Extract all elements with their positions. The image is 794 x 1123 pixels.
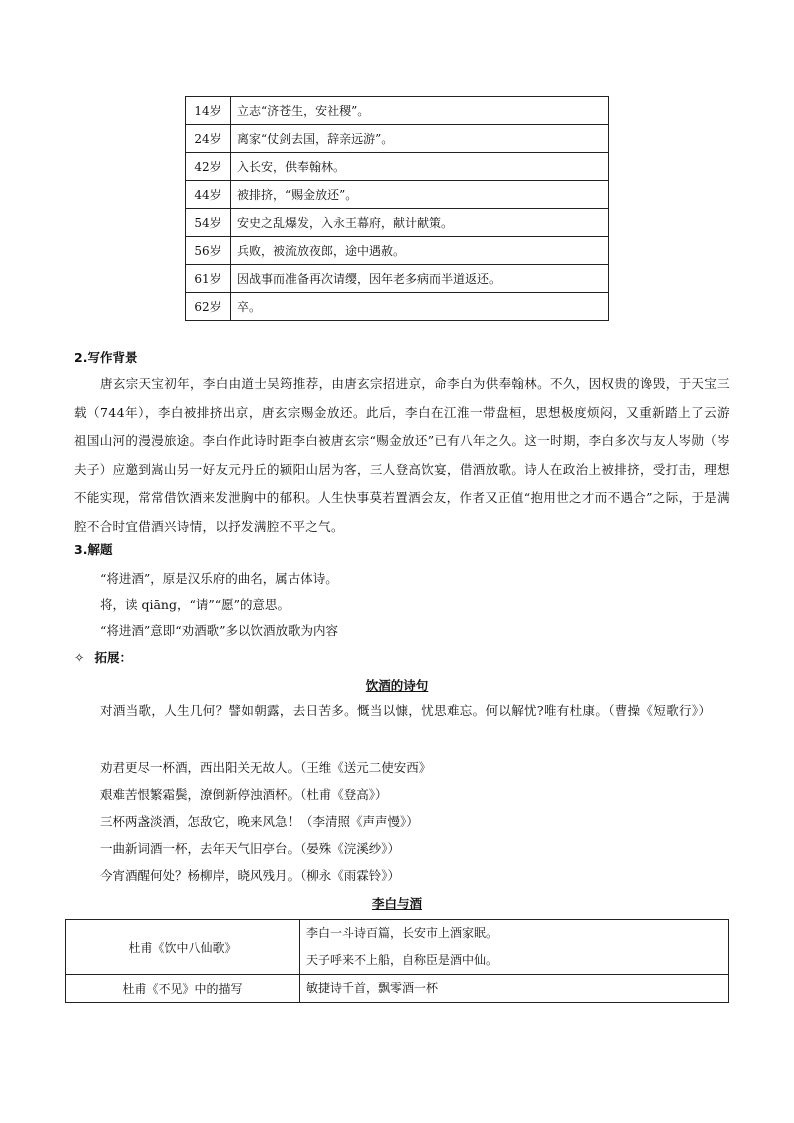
source-cell: 杜甫《饮中八仙歌》 xyxy=(66,920,300,975)
quote-cell xyxy=(300,975,729,1003)
event-cell: 被排挤，“赐金放还”。 xyxy=(231,181,609,209)
age-cell: 54岁 xyxy=(186,209,231,237)
extension-label: 拓展： xyxy=(94,650,132,665)
event-cell: 安史之乱爆发，入永王幕府，献计献策。 xyxy=(231,209,609,237)
table-row xyxy=(186,209,609,237)
table-row xyxy=(186,97,609,125)
table-row xyxy=(186,181,609,209)
poem-quote: 艰难苦恨繁霜鬓，潦倒新停浊酒杯。（杜甫《登高》） xyxy=(100,787,388,802)
table-row xyxy=(186,153,609,181)
age-cell: 61岁 xyxy=(186,265,231,293)
quote-line: 李白一斗诗百篇，长安市上酒家眠。 xyxy=(306,926,499,940)
poem-quote: 三杯两盏淡酒，怎敌它，晚来风急！（李清照《声声慢》） xyxy=(100,814,419,829)
poem-quote: 一曲新词酒一杯，去年天气旧亭台。（晏殊《浣溪纱》） xyxy=(100,841,401,856)
source-cell: 杜甫《不见》中的描写 xyxy=(66,975,300,1003)
table-row xyxy=(186,265,609,293)
timeline-table xyxy=(185,96,609,321)
event-cell: 立志“济苍生，安社稷”。 xyxy=(231,97,609,125)
event-cell: 卒。 xyxy=(231,293,609,321)
star-icon: ✧ xyxy=(74,650,85,665)
event-cell: 兵败，被流放夜郎，途中遇赦。 xyxy=(231,237,609,265)
event-cell: 离家“仗剑去国，辞亲远游”。 xyxy=(231,125,609,153)
background-paragraph: 唐玄宗天宝初年，李白由道士吴筠推荐，由唐玄宗招进京，命李白为供奉翰林。不久，因权贵的谗毁，于天宝三载（744年），李白被排挤出京，唐玄宗赐金放还。此后，李白在江淮一带盘桓，思想极度烦闷，又重新踏上了云游祖国山河的漫漫旅途。李白作此诗时距李白被唐玄宗“赐金放还”已有八年之久。这一时期，李白多次与友人岑勋（岑夫子）应邀到嵩山另一好友元丹丘的颍阳山居为客，三人登高饮宴，借酒放歌。诗人在政治上被排挤，受打击，理想不能实现，常常借饮酒来发泄胸中的郁积。人生快事莫若置酒会友，作者又正值“抱用世之才而不遇合”之际，于是满腔不合时宜借酒兴诗情，以抒发满腔不平之气。 xyxy=(74,376,730,534)
age-cell: 62岁 xyxy=(186,293,231,321)
table-row xyxy=(66,920,729,975)
table-row xyxy=(186,293,609,321)
libai-wine-table xyxy=(65,919,729,1003)
table-row xyxy=(66,975,729,1003)
event-cell: 因战事而准备再次请缨，因年老多病而半道返还。 xyxy=(231,265,609,293)
libai-title: 李白与酒 xyxy=(371,896,422,911)
extension-heading xyxy=(74,648,132,666)
event-cell: 入长安，供奉翰林。 xyxy=(231,153,609,181)
poem-quote: 劝君更尽一杯酒，西出阳关无故人。（王维《送元二使安西》 xyxy=(100,760,432,775)
quote-line: 天子呼来不上船，自称臣是酒中仙。 xyxy=(306,953,499,967)
explanation-line: “将进酒”，原是汉乐府的曲名，属古体诗。 xyxy=(100,571,338,586)
poem-quote-first: 对酒当歌，人生几何？譬如朝露，去日苦多。慨当以慷，忧思难忘。何以解忧?唯有杜康。（曹操《短歌行》） xyxy=(100,703,712,718)
poems-title: 饮酒的诗句 xyxy=(365,678,429,693)
section-heading-title-explanation: 3.解题 xyxy=(74,542,113,557)
age-cell: 44岁 xyxy=(186,181,231,209)
table-row xyxy=(186,125,609,153)
quote-cell xyxy=(300,920,729,975)
age-cell: 42岁 xyxy=(186,153,231,181)
explanation-line: “将进酒”意即“劝酒歌”多以饮酒放歌为内容 xyxy=(100,623,339,638)
section-heading-background: 2.写作背景 xyxy=(74,350,138,365)
explanation-line: 将，读 qiāng，“请”“愿”的意思。 xyxy=(100,597,291,612)
quote-line: 敏捷诗千首，飘零酒一杯 xyxy=(306,981,439,995)
age-cell: 14岁 xyxy=(186,97,231,125)
age-cell: 56岁 xyxy=(186,237,231,265)
poem-quote: 今宵酒醒何处？杨柳岸，晓风残月。（柳永《雨霖铃》） xyxy=(100,868,401,883)
table-row xyxy=(186,237,609,265)
age-cell: 24岁 xyxy=(186,125,231,153)
